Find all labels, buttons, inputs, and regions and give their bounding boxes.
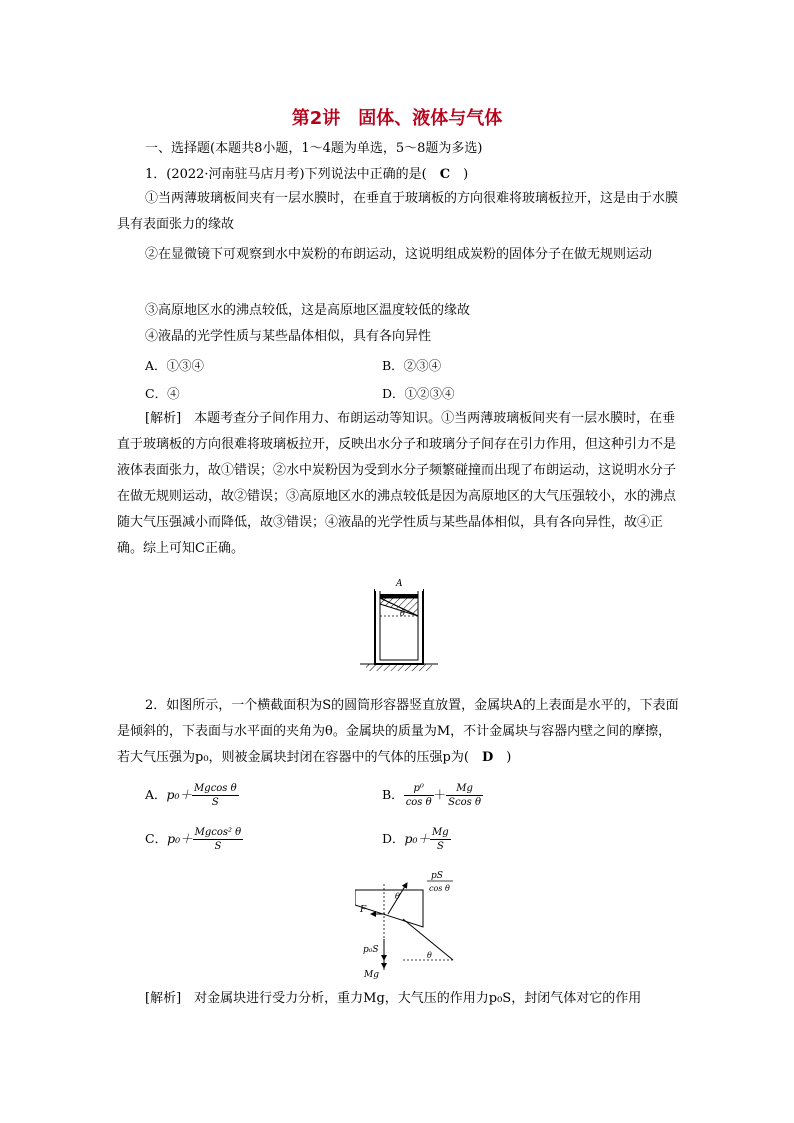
q1-statement-4: ④液晶的光学性质与某些晶体相似，具有各向异性 <box>145 329 432 344</box>
q2-stem-suffix: ) <box>493 750 512 765</box>
figure-container-diagram <box>348 572 450 682</box>
label-theta: θ <box>400 609 405 618</box>
q1-analysis: [解析] 本题考查分子间作用力、布朗运动等知识。①当两薄玻璃板间夹有一层水膜时，在垂直于玻璃板的方向很难将玻璃板拉开，反映出水分子和玻璃分子间存在引力作用，但这种引力不是液体表面张力，故①错误；②水中炭粉因为受到水分子频繁碰撞而出现了布朗运动，这说明水分子在做无规则运动，故②错误；③高原地区水的沸点较低是因为高原地区的大气压强较小，水的沸点随大气压强减小而降低，故③错误；④液晶的光学性质与某些晶体相似，具有各向异性，故④正确。综上可知C正确。 <box>117 411 677 556</box>
q1-option-a: A．①③④ <box>145 358 205 373</box>
fraction: $\frac{Mg}{\text{Scos θ}}$ <box>448 783 481 808</box>
label-f: F <box>360 905 367 915</box>
label-p0s: p₀S <box>363 945 379 955</box>
q2-option-b: B． $\frac{\text{p⁰}}{\text{cos θ}}$ ＋ $\frac{Mg}{\text{Scos θ}}$ <box>382 783 481 808</box>
q1-answer: C <box>439 167 451 182</box>
q1-statement-3: ③高原地区水的沸点较低，这是高原地区温度较低的缘故 <box>145 303 471 318</box>
fraction: $\frac{Mg}{S}$ <box>432 827 449 852</box>
figure-force-diagram <box>355 866 465 982</box>
q1-option-d: D．①②③④ <box>382 386 455 401</box>
q2-option-a: A．p₀＋ $\frac{\text{Mgcos θ}}{S}$ <box>145 783 237 808</box>
label-ps: pS <box>431 871 443 881</box>
label-cos: cos θ <box>429 884 450 893</box>
section-header: 一、选择题(本题共8小题，1～4题为单选，5～8题为多选) <box>145 141 483 156</box>
q1-stem-suffix: ) <box>450 167 469 182</box>
q1-option-c: C．④ <box>145 386 180 401</box>
ground-hatch <box>366 664 432 671</box>
q1-statement-2: ②在显微镜下可观察到水中炭粉的布朗运动，这说明组成炭粉的固体分子在做无规则运动 <box>145 247 653 262</box>
page-title: 第2讲 固体、液体与气体 <box>291 108 503 129</box>
fraction: $\frac{\text{Mgcos² θ}}{S}$ <box>194 827 242 852</box>
block-top <box>380 594 418 598</box>
fraction: $\frac{\text{p⁰}}{\text{cos θ}}$ <box>405 783 432 808</box>
q2-stem-prefix: 2．如图所示，一个横截面积为S的圆筒形容器竖直放置，金属块A的上表面是水平的，下表面是倾斜的，下表面与水平面的夹角为θ。金属块的质量为M，不计金属块与容器内壁之间的摩擦，若大气压强为p₀，则被金属块封闭在容器中的气体的压强p为( <box>117 698 679 765</box>
q1-stem-prefix: 1．(2022·河南驻马店月考)下列说法中正确的是( <box>145 167 440 182</box>
label-theta-top: θ <box>395 892 400 901</box>
q2-analysis: [解析] 对金属块进行受力分析，重力Mg，大气压的作用力p₀S，封闭气体对它的作用 <box>145 991 642 1006</box>
q2-option-d: D．p₀＋ $\frac{Mg}{S}$ <box>382 827 449 852</box>
fraction: $\frac{\text{Mgcos θ}}{S}$ <box>194 783 237 808</box>
q2-stem <box>117 693 679 771</box>
label-theta-bottom: θ <box>427 951 432 960</box>
q1-option-b: B．②③④ <box>382 358 442 373</box>
q1-stem <box>145 166 705 184</box>
label-mg: Mg <box>364 970 379 980</box>
q2-answer: D <box>481 750 494 765</box>
q1-statement-1: ①当两薄玻璃板间夹有一层水膜时，在垂直于玻璃板的方向很难将玻璃板拉开，这是由于水膜具有表面张力的缘故 <box>117 191 679 232</box>
q2-option-c: C．p₀＋ $\frac{\text{Mgcos² θ}}{S}$ <box>145 827 242 852</box>
label-a: A <box>396 579 403 589</box>
